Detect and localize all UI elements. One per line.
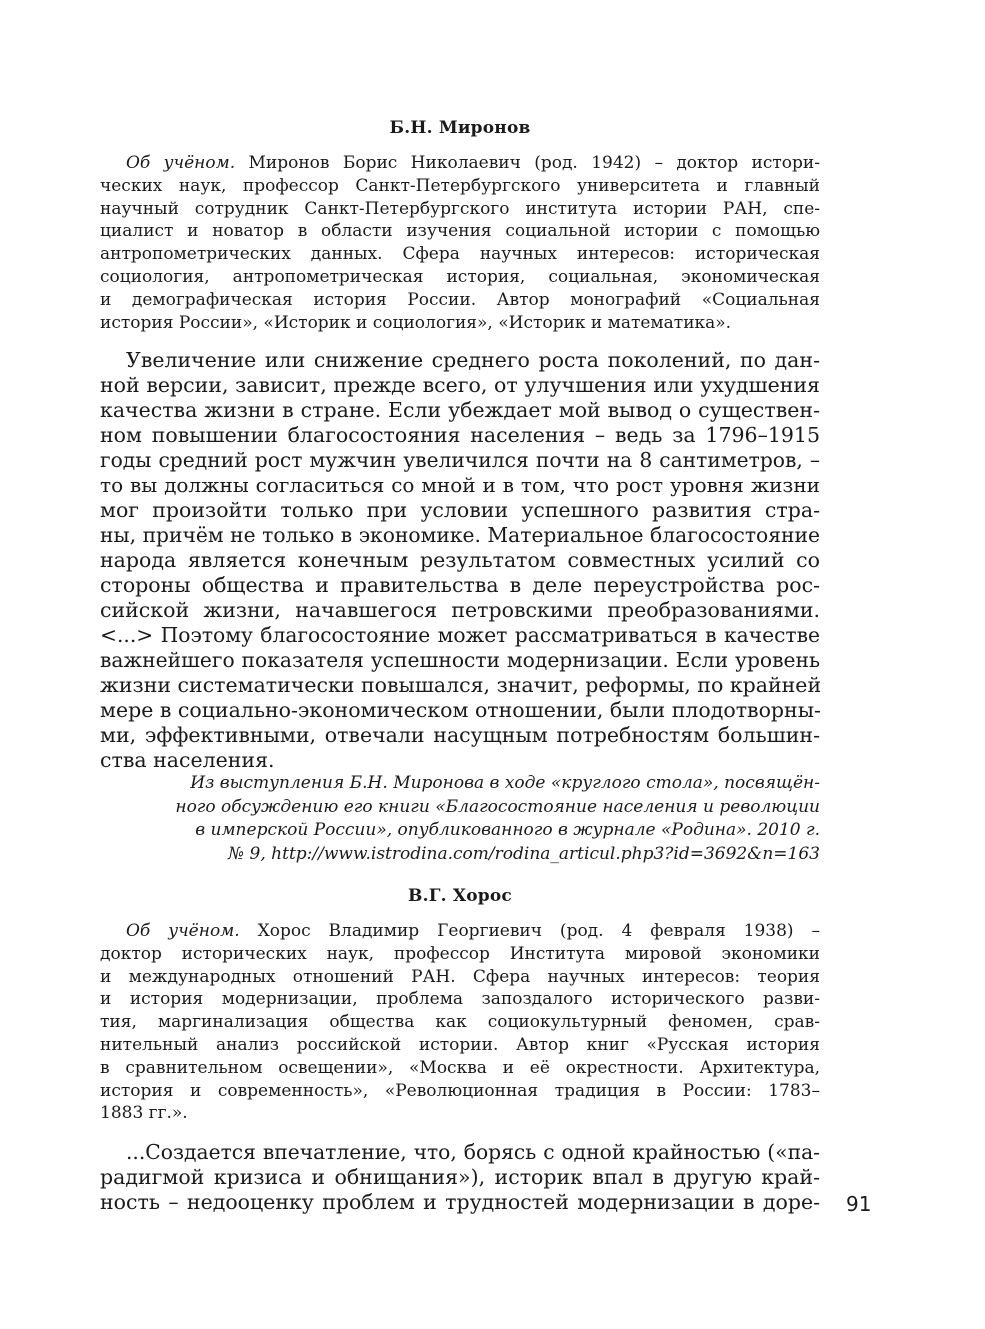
quote-line: годы средний рост мужчин увеличился почти на 8 сантиметров, – [100, 448, 820, 472]
quote-khoros [100, 1140, 820, 1215]
bio-line: антропометрических данных. Сфера научных интересов: историческая [100, 244, 820, 265]
quote-line: мог произойти только при условии успешного развития стра- [100, 498, 820, 522]
bio-khoros [100, 920, 820, 1125]
quote-line: важнейшего показателя успешности модернизации. Если уровень [100, 648, 820, 672]
bio-line: нительный анализ российской истории. Автор книг «Русская история [100, 1034, 820, 1055]
bio-line: и международных отношений РАН. Сфера научных интересов: теория [100, 966, 820, 987]
bio-line: история и современность», «Революционная традиция в России: 1783– [100, 1080, 820, 1101]
quote-line: ность – недооценку проблем и трудностей модернизации в доре- [100, 1190, 820, 1214]
bio-line: история России», «Историк и социология», «Историк и математика». [100, 312, 732, 333]
source-line: в имперской России», опубликованного в журнале «Родина». 2010 г. [195, 820, 820, 841]
quote-line: радигмой кризиса и обнищания»), историк впал в другую край- [100, 1165, 820, 1189]
bio-label: Об учёном. [126, 153, 236, 173]
quote-line: то вы должны согласиться со мной и в том, что рост уровня жизни [100, 473, 820, 497]
source-line: Из выступления Б.Н. Миронова в ходе «круглого стола», посвящён- [190, 773, 820, 793]
bio-line: Об учёном. Хорос Владимир Георгиевич (род. 4 февраля 1938) – [126, 921, 820, 941]
quote-line: ми, эффективными, отвечали насущным потребностям большин- [100, 723, 820, 747]
bio-label: Об учёном. [126, 921, 240, 941]
bio-line: и история модернизации, проблема запоздалого исторического разви- [100, 989, 820, 1010]
section-heading-khoros: В.Г. Хорос [408, 886, 512, 906]
quote-line: мере в социально-экономическом отношении, были плодотворны- [100, 698, 821, 722]
section-heading-mironov: Б.Н. Миронов [389, 118, 531, 138]
quote-line: сийской жизни, начавшегося петровскими преобразованиями. [100, 598, 820, 622]
bio-line: тия, маргинализация общества как социокультурный феномен, срав- [100, 1012, 820, 1033]
source-line: ного обсуждению его книги «Благосостояние населения и революции [175, 796, 820, 817]
bio-line: циалист и новатор в области изучения социальной истории с помощью [100, 221, 820, 242]
quote-line: стороны общества и правительства в деле переустройства рос- [100, 573, 820, 597]
quote-line: народа является конечным результатом совместных усилий со [100, 548, 820, 572]
quote-mironov [100, 348, 820, 773]
quote-line: жизни систематически повышался, значит, реформы, по крайней [100, 673, 822, 697]
quote-line: ном повышении благосостояния населения – ведь за 1796–1915 [100, 423, 820, 447]
quote-line: качества жизни в стране. Если убеждает мой вывод о существен- [100, 398, 820, 422]
quote-line: Увеличение или снижение среднего роста поколений, по дан- [126, 348, 820, 372]
quote-line: ной версии, зависит, прежде всего, от улучшения или ухудшения [100, 373, 820, 397]
quote-line: ны, причём не только в экономике. Материальное благосостояние [100, 523, 820, 547]
bio-line: социология, антропометрическая история, социальная, экономическая [100, 266, 820, 287]
bio-line: и демографическая история России. Автор монографий «Социальная [100, 289, 820, 310]
quote-line: ...Создается впечатление, что, борясь с одной крайностью («па- [126, 1140, 820, 1164]
quote-line: ства населения. [100, 748, 275, 772]
bio-line: доктор исторических наук, профессор Института мировой экономики [100, 943, 820, 964]
bio-line: научный сотрудник Санкт-Петербургского института истории РАН, спе- [100, 198, 820, 219]
bio-line: 1883 гг.». [100, 1103, 188, 1124]
source-citation-mironov [100, 772, 820, 866]
quote-line: <...> Поэтому благосостояние может рассматриваться в качестве [100, 623, 820, 647]
bio-line: ческих наук, профессор Санкт-Петербургского университета и главный [100, 175, 820, 196]
page-number: 91 [846, 1192, 872, 1216]
bio-line: в сравнительном освещении», «Москва и её окрестности. Архитектура, [100, 1057, 820, 1078]
bio-mironov [100, 152, 820, 334]
source-line: № 9, http://www.istrodina.com/rodina_articul.php3?id=3692&n=163 [228, 843, 820, 864]
bio-line: Об учёном. Миронов Борис Николаевич (род. 1942) – доктор истори- [126, 153, 820, 173]
